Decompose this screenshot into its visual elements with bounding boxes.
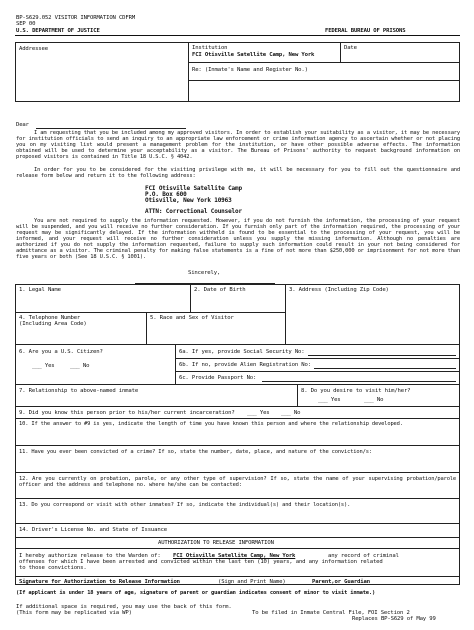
additional-space-note: If additional space is required, you may use the back of this form.: [16, 604, 232, 610]
release-heading: AUTHORIZATION TO RELEASE INFORMATION: [158, 540, 274, 546]
citizen-yes[interactable]: ___ Yes: [32, 363, 55, 369]
divider: [15, 523, 460, 524]
address-line-2: P.O. Box 600: [145, 191, 187, 198]
conviction-question[interactable]: 11. Have you ever been convicted of a crime? If so, state the number, date, place, and nature of the conviction/s:: [19, 449, 372, 455]
divider: [188, 80, 460, 81]
divider: [188, 42, 189, 102]
visit-question: 8. Do you desire to visit him/her?: [301, 388, 411, 394]
replication-note: (This form may be replicated via WP): [16, 610, 132, 616]
prior-knowledge-no[interactable]: ___ No: [281, 410, 301, 416]
paragraph-3: You are not required to supply the information requested. However, if you do not furnish the information, the processing of your request will be suspended, and you will receive no further consideration. If you furnish only part of the information required, the processing of your request may be significantly delayed. If the information withheld is found to be essential to the processing of your request, you will be informed, and your request will receive no further consideration unless you supply the missing information. Although no penalties are authorized if you do not supply the information requested, failure to supply such information could result in your not being considered for admittance as a visitor. The criminal penalty for making false statements is a fine of not more than $250,000 or imprisonment for not more than five years or both (See 18 U.S.C. § 1001).: [16, 218, 460, 260]
underline: [262, 381, 456, 382]
parent-guardian-label[interactable]: Parent,or Guardian: [312, 579, 370, 585]
paragraph-1: I am requesting that you be included among my approved visitors. In order to establish your suitability as a visitor, it may be necessary for institution officials to send an inquiry to an appropriate law enforcement or crime information agency to ascertain whether or not placing you on my visiting list would present a management problem for the institution, or have other possible adverse effects. The information obtained will be used to determine your acceptability as a visitor. The Bureau of Prisons' authority to request background information on proposed visitors is contained in Title 18 U.S.C. § 4042.: [16, 130, 460, 160]
divider: [15, 344, 460, 345]
release-text-3: offenses for which I have been arrested and convicted within the last ten (10) years, and any information related: [19, 559, 383, 565]
divider: [15, 498, 460, 499]
divider: [285, 284, 286, 344]
sign-print-label: (Sign and Print Name): [218, 579, 286, 585]
divider: [15, 548, 460, 549]
visit-no[interactable]: ___ No: [364, 397, 384, 403]
date-of-birth-field[interactable]: 2. Date of Birth: [194, 287, 246, 293]
other-inmates-question[interactable]: 13. Do you correspond or visit with other inmates? If so, indicate the individual(s) and their location(s).: [19, 502, 351, 508]
date-label: Date: [344, 45, 357, 51]
filing-note: To be filed in Inmate Central File, FOI Section 2: [252, 610, 410, 616]
relationship-length-question[interactable]: 10. If the answer to #9 is yes, indicate the length of time you have known this person and where the relationship developed.: [19, 421, 403, 427]
divider: [15, 384, 460, 385]
divider: [175, 344, 176, 384]
department: U.S. DEPARTMENT OF JUSTICE: [16, 28, 100, 34]
relationship-field[interactable]: 7. Relationship to above-named inmate: [19, 388, 139, 394]
divider: [15, 312, 285, 313]
bureau: FEDERAL BUREAU OF PRISONS: [325, 28, 406, 34]
visit-yes[interactable]: ___ Yes: [318, 397, 341, 403]
signature-underline: [15, 576, 460, 577]
release-institution: FCI Otisville Satellite Camp, New York: [173, 553, 296, 559]
legal-name-field[interactable]: 1. Legal Name: [19, 287, 61, 293]
form-code: BP-S629.052 VISITOR INFORMATION CDFRM: [16, 15, 136, 21]
release-text-1: I hereby authorize release to the Warden of:: [19, 553, 161, 559]
divider: [190, 284, 191, 312]
release-signature-label[interactable]: Signature for Authorization to Release Information: [19, 579, 180, 585]
dear-line: [36, 128, 186, 129]
institution-label: Institution: [192, 45, 228, 51]
divider: [297, 384, 298, 406]
divider: [340, 42, 341, 62]
institution-value: FCI Otisville Satellite Camp, New York: [192, 52, 315, 58]
citizen-no[interactable]: ___ No: [70, 363, 90, 369]
address-line-1: FCI Otisville Satellite Camp: [145, 185, 242, 192]
divider: [175, 358, 460, 359]
header-rule: [15, 35, 460, 36]
replaces-note: Replaces BP-S629 of May 99: [352, 616, 436, 622]
drivers-license-field[interactable]: 14. Driver's License No. and State of Issuance: [19, 527, 168, 533]
telephone-field[interactable]: 4. Telephone Number: [19, 315, 81, 321]
divider: [15, 406, 460, 407]
prior-knowledge-question: 9. Did you know this person prior to his/her current incarceration?: [19, 410, 235, 416]
underline: [314, 368, 456, 369]
divider: [15, 445, 460, 446]
race-sex-field[interactable]: 5. Race and Sex of Visitor: [150, 315, 234, 321]
address-line-3: Otisville, New York 10963: [145, 197, 232, 204]
passport-field[interactable]: 6c. Provide Passport No:: [179, 375, 257, 381]
divider: [15, 537, 460, 538]
prior-knowledge-yes[interactable]: ___ Yes: [247, 410, 270, 416]
release-text-4: to those convictions.: [19, 565, 87, 571]
citizen-question: 6. Are you a U.S. Citizen?: [19, 349, 103, 355]
address-field[interactable]: 3. Address (Including Zip Code): [289, 287, 389, 293]
re-label: Re: (Inmate's Name and Register No.): [192, 67, 308, 73]
underline: [308, 355, 456, 356]
divider: [188, 62, 460, 63]
dear-salutation: Dear: [16, 122, 29, 128]
addressee-label: Addressee: [19, 46, 48, 52]
divider: [175, 371, 460, 372]
divider: [146, 312, 147, 344]
minor-consent-note: (If applicant is under 18 years of age, signature of parent or guardian indicates consent of minor to visit inmate.): [16, 590, 376, 596]
alien-registration-field[interactable]: 6b. If no, provide Alien Registration No:: [179, 362, 311, 368]
attention-line: ATTN: Correctional Counselor: [145, 208, 242, 215]
divider: [15, 472, 460, 473]
closing: Sincerely,: [188, 270, 221, 276]
form-date: SEP 00: [16, 21, 36, 27]
divider: [15, 418, 460, 419]
telephone-note: (Including Area Code): [19, 321, 87, 327]
supervision-question[interactable]: 12. Are you currently on probation, parole, or any other type of supervision? If so, state the name of your supervising probation/parole officer and the address and telephone no. where he/she can be contacted:: [19, 476, 456, 488]
release-text-2: any record of criminal: [328, 553, 399, 559]
paragraph-2: In order for you to be considered for the visiting privilege with me, it will be necessary for you to fill out the questionnaire and release form below and return it to the following address:: [16, 167, 460, 179]
ssn-field[interactable]: 6a. If yes, provide Social Security No:: [179, 349, 305, 355]
